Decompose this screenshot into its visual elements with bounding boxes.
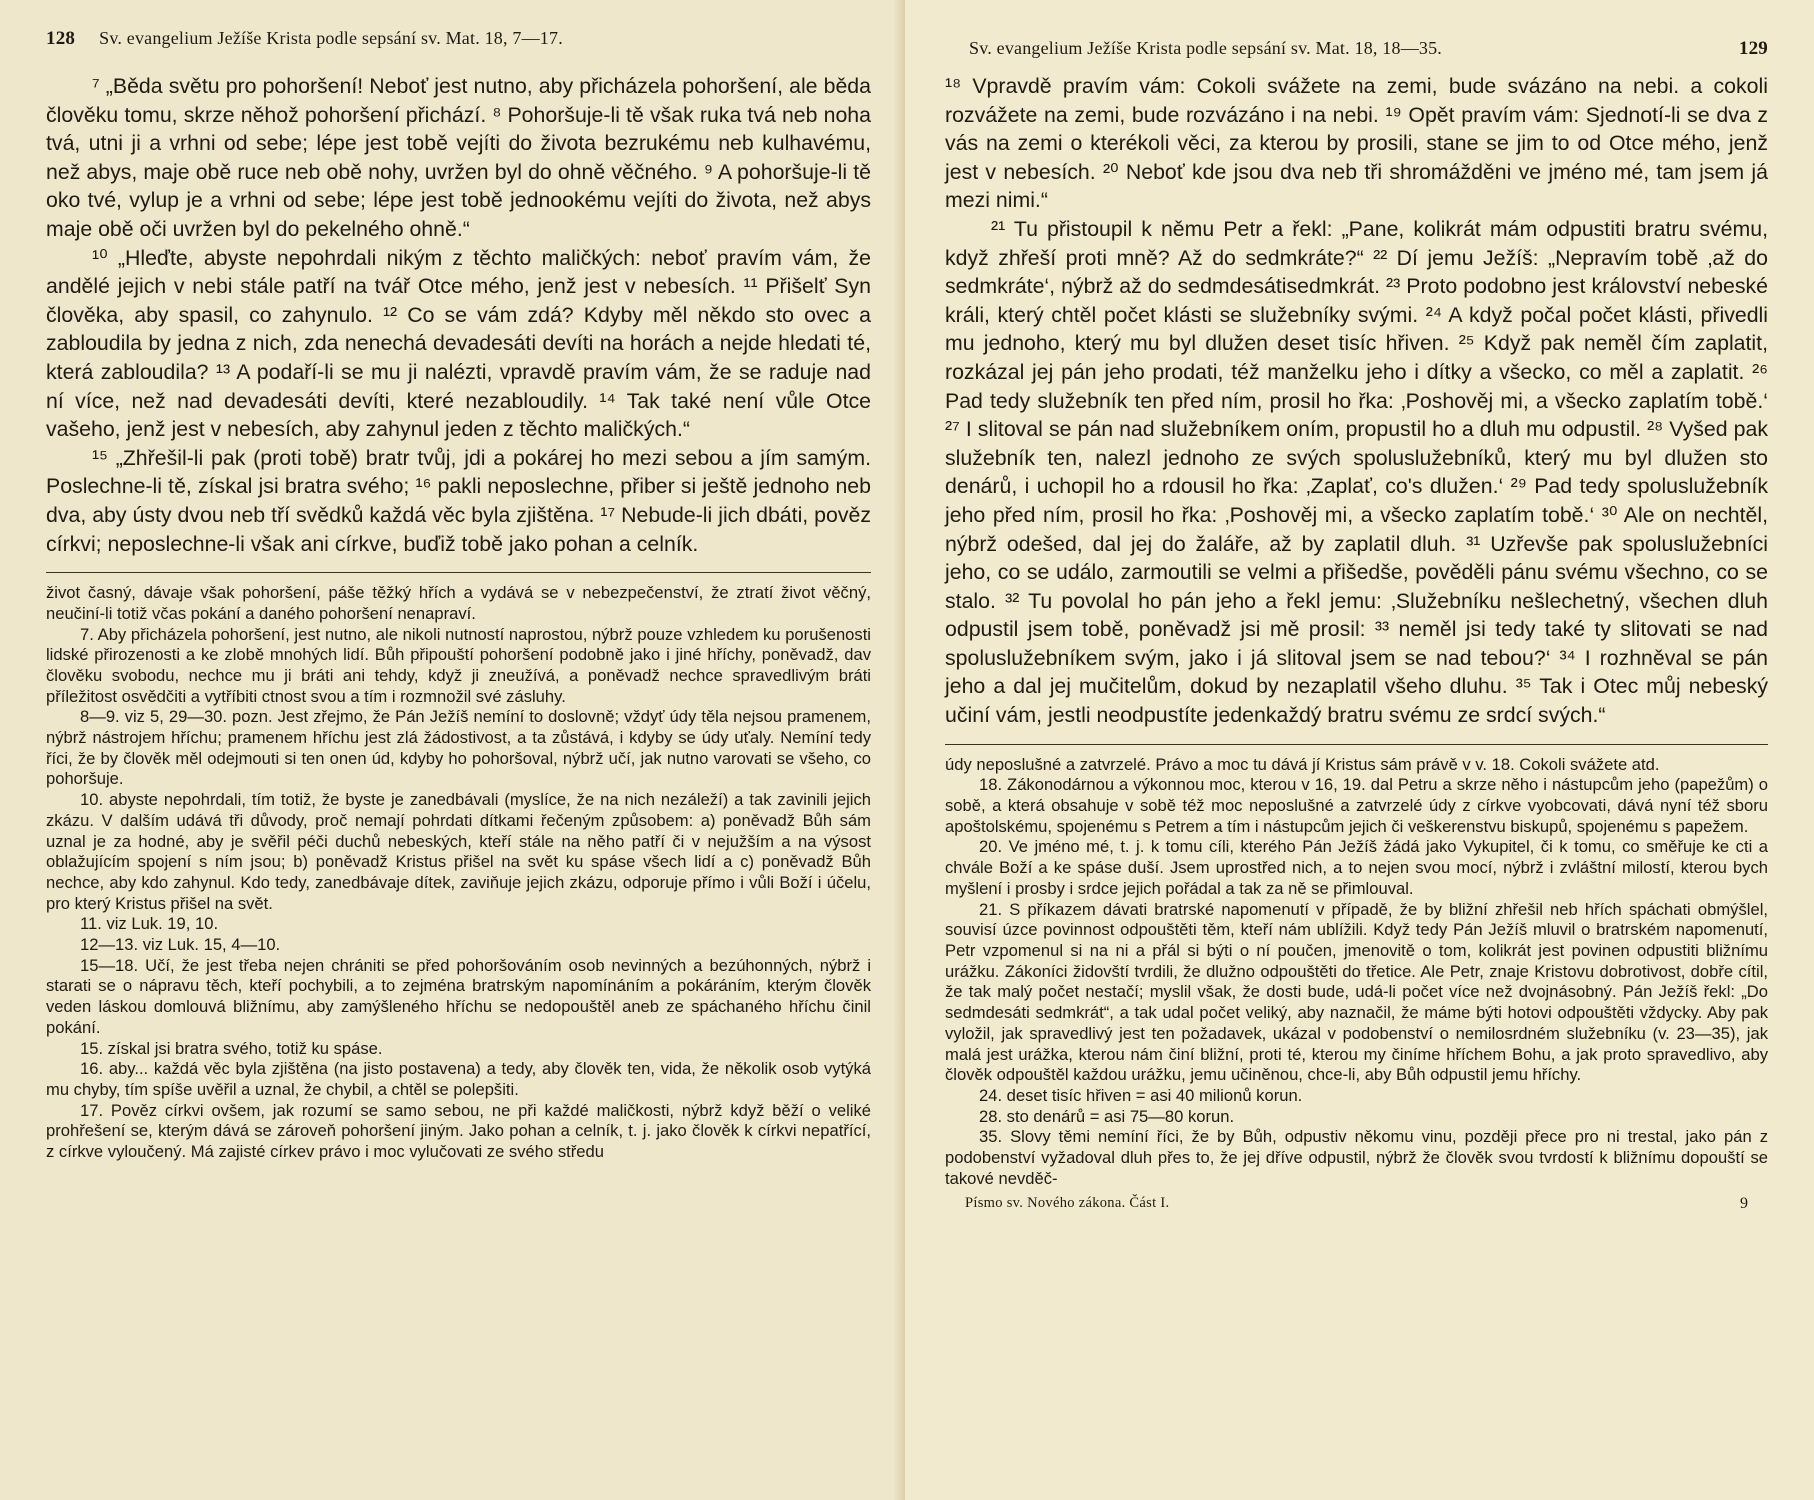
right-note: 20. Ve jméno mé, t. j. k tomu cíli, kterého Pán Ježíš žádá jako Vykupitel, či k tomu, co směřuje ke cti a chvále Boží a ke spáse duší. Jsem uprostřed nich, a to nejen svou mocí, nýbrž i zvláštní milostí, kterou bych myšlení i prosby i srdce jejich pořádal a tak za ně se přimlouval.	[945, 837, 1768, 898]
right-note: 28. sto denárů = asi 75—80 korun.	[979, 1106, 1235, 1126]
left-running-header	[46, 28, 871, 50]
left-commentary-notes	[46, 583, 871, 1163]
right-page	[905, 0, 1814, 1500]
right-verse-paragraph: ²¹ Tu přistoupil k němu Petr a řekl: „Pane, kolikrát mám odpustiti bratru svému, když zhřeší proti mně? Až do sedmkráte?“ ²² Dí jemu Ježíš: „Nepravím tobě ‚až do sedmkráte‘, nýbrž až do sedmdesátisedmkrát. ²³ Proto podobno jest království nebeské králi, který chtěl počet klásti se služebníky svými. ²⁴ A když počal počet klásti, přivedli mu jednoho, který mu byl dlužen deset tisíc hřiven. ²⁵ Když pak neměl čím zaplatit, rozkázal jej pán jeho prodati, též manželku jeho i dítky a všecko, co měl a zaplatit. ²⁶ Pad tedy služebník ten před ním, prosil ho řka: ‚Poshověj mi, a všecko zaplatím tobě.‘ ²⁷ I slitoval se pán nad služebníkem oním, propustil ho a dluh mu odpustil. ²⁸ Vyšed pak služebník ten, nalezl jednoho ze svých spoluslužebníků, který mu byl dlužen sto denárů, i uchopil ho a rdousil ho řka: ‚Zaplať, co's dlužen.‘ ²⁹ Pad tedy spoluslužebník jeho před ním, prosil ho řka: ‚Poshověj mi, a všecko zaplatím tobě.‘ ³⁰ Ale on nechtěl, nýbrž odešed, dal jej do žaláře, až by zaplatil dluh. ³¹ Uzřevše pak spoluslužebníci jeho, co se událo, zarmoutili se velmi a přišedše, pověděli pánu svému všechno, co se stalo. ³² Tu povolal ho pán jeho a řekl jemu: ‚Služebníku nešlechetný, všechen dluh odpustil jsem tobě, poněvadž jsi mě prosil: ³³ neměl jsi tedy také ty slitovati se nad spoluslužebníkem svým, jako i já slitoval jsem se nad tebou?‘ ³⁴ I rozhněval se pán jeho a dal jej mučitelům, dokud by nezaplatil všeho dluhu. ³⁵ Tak i Otec můj nebeský učiní vám, jestli neodpustíte jedenkaždý bratru svému ze srdcí svých.“	[945, 216, 1768, 728]
left-notes-divider	[46, 572, 871, 573]
right-page-number: 129	[1738, 38, 1768, 59]
footer-sheet-number: 9	[1740, 1195, 1748, 1213]
right-note: 24. deset tisíc hřiven = asi 40 milionů korun.	[979, 1085, 1303, 1105]
right-note: 18. Zákonodárnou a výkonnou moc, kterou v 16, 19. dal Petru a skrze něho i nástupcům jeho (papežům) o sobě, a která obsahuje v sobě též moc neposlušné a zatvrzelé údy z církve vyobcovati, dává nyní též sboru apoštolskému, spojenému s Petrem a tím i nástupcům jejich či veškerenstvu biskupů, spojenému s papežem.	[945, 775, 1768, 836]
left-page-number: 128	[46, 28, 76, 49]
left-page	[0, 0, 905, 1500]
right-note: 35. Slovy těmi nemíní říci, že by Bůh, odpustiv někomu vinu, později přece pro ni trestal, jako pán z podobenství vyžadoval dluh přes to, že jej dříve odpustil, nýbrž že člověk svou tvrdostí k bližnímu dopouští se takové nevděč-	[945, 1127, 1768, 1188]
right-note: údy neposlušné a zatvrzelé. Právo a moc tu dává jí Kristus sám právě v v. 18. Cokoli svážete atd.	[945, 754, 1660, 774]
left-note: 16. aby... každá věc byla zjištěna (na jisto postavena) a tedy, aby člověk ten, vida, že několik osob vytýká mu chyby, tím spíše uvěřil a uznal, že chybil, a chtěl se polepšiti.	[46, 1059, 871, 1099]
left-note: 11. viz Luk. 19, 10.	[80, 914, 219, 934]
right-commentary-notes	[945, 755, 1768, 1190]
right-running-header	[945, 38, 1768, 60]
left-note: 8—9. viz 5, 29—30. pozn. Jest zřejmo, že Pán Ježíš nemíní to doslovně; vždyť údy těla nejsou pramenem, nýbrž nástrojem hříchu; pramenem hříchu jest zlá žádostivost, a ta zůstává, i kdyby se údy uťaly. Nemíní tedy říci, že by člověk měl odejmouti si ten onen úd, kdyby ho pohoršoval, nýbrž učí, jak nutno varovati se všeho, co pohoršuje.	[46, 707, 871, 789]
left-verse-paragraph: ¹⁵ „Zhřešil-li pak (proti tobě) bratr tvůj, jdi a pokárej ho mezi sebou a jím samým. Poslechne-li tě, získal jsi bratra svého; ¹⁶ pakli neposlechne, přiber si ještě jednoho neb dva, aby ústy dvou neb tří svědků každá věc byla zjištěna. ¹⁷ Nebude-li jich dbáti, pověz církvi; neposlechne-li však ani církve, buďiž tobě jako pohan a celník.	[46, 445, 871, 556]
right-notes-divider	[945, 744, 1768, 745]
right-verse-paragraph: ¹⁸ Vpravdě pravím vám: Cokoli svážete na zemi, bude svázáno na nebi. a cokoli rozvážete na zemi, bude rozvázáno i na nebi. ¹⁹ Opět pravím vám: Sjednotí-li se dva z vás na zemi o kterékoli věci, za kterou by prosili, stane se jim to od Otce mého, jenž jest v nebesích. ²⁰ Neboť kde jsou dva neb tři shromážděni ve jméno mé, tam jsem já mezi nimi.“	[945, 74, 1768, 213]
left-running-head: Sv. evangelium Ježíše Krista podle sepsání sv. Mat. 18, 7—17.	[99, 28, 563, 48]
left-note: 7. Aby přicházela pohoršení, jest nutno, ale nikoli nutností naprostou, nýbrž pouze vzhledem ku porušenosti lidské přirozenosti a ke zlobě mnohých lidí. Bůh připouští pohoršení podobně jako i jiné hříchy, poněvadž, dav člověku svobodu, nechce mu ji bráti ani tehdy, když ji zneužívá, a poněvadž nechce spravedlivým bráti příležitost osvědčiti a vytříbiti ctnost svou a tím i rozmnožil své zásluhy.	[46, 624, 871, 706]
left-main-text	[46, 72, 871, 558]
left-note: 15—18. Učí, že jest třeba nejen chrániti se před pohoršováním osob nevinných a bezúhonných, nýbrž i starati se o nápravu těch, kteří pochybili, a to zejména bratrským napomínáním a pokáráním, kterým člověk veden láskou domlouvá bližnímu, aby zamýšleného hříchu se nedopouštěl aneb ze spáchaného hříchu činil pokání.	[46, 955, 871, 1037]
left-note: 10. abyste nepohrdali, tím totiž, že byste je zanedbávali (myslíce, že na nich nezáleží) a tak zavinili jejich zkázu. V dalším udává tři důvody, proč nemají pohrdati dítkami řečeným způsobem: a) poněvadž Bůh sám uznal je za hodné, aby je svěřil péči duchů nebeských, kteří stále na něho patří či v nejužším a na výsost oblažujícím spojení s ním jsou; b) poněvadž Kristus přišel na svět ku spáse všech lidí a c) poněvadž Bůh nechce, aby kdo zahynul. Kdo tedy, zanedbávaje dítek, zaviňuje jejich zkázu, odporuje přímo i vůli Boží i účelu, pro který Kristus přišel na svět.	[46, 790, 871, 913]
right-page-footer	[945, 1195, 1768, 1213]
left-note: život časný, dávaje však pohoršení, páše těžký hřích a vydává se v nebezpečenství, že ztratí život věčný, neučiní-li totiž včas pokání a daného pohoršení nenapraví.	[46, 583, 871, 623]
left-note: 12—13. viz Luk. 15, 4—10.	[80, 935, 281, 955]
right-note: 21. S příkazem dávati bratrské napomenutí v případě, že by bližní zhřešil neb hřích spáchati obmýšlel, souvisí úzce povinnost odpouštěti těm, kteří nám ublížili. Když tedy Pán Ježíš mluvil o bratrském napomenutí, Petr vzpomenul si na ni a přál si býti o ní poučen, jmenovitě o tom, kolikrát jest povinen odpustiti bližnímu urážku. Zákoníci židovští tvrdili, že dlužno odpouštěti do třetice. Ale Petr, znaje Kristovu dobrotivost, dobře cítil, že tak malý počet nestačí; myslil však, že dosti bude, udá-li počet více než dvojnásobný. Pán Ježíš řekl: „Do sedmdesáti sedmkrát“, a tak udal počet veliký, aby naznačil, že máme býti hotovi odpouštěti vždycky. Aby pak vyložil, jak spravedlivý jest ten požadavek, ukázal v podobenství o nemilosrdném služebníku (v. 23—35), jak malá jest urážka, kterou nám činí bližní, proti té, kterou my činíme hříchem Bohu, a jak proto spravedlivo, aby člověk odpouštěl každou urážku, jemu učiněnou, chce-li, aby Bůh odpustil jemu hříchy.	[945, 899, 1768, 1085]
right-running-head: Sv. evangelium Ježíše Krista podle sepsání sv. Mat. 18, 18—35.	[969, 38, 1442, 58]
left-verse-paragraph: ¹⁰ „Hleďte, abyste nepohrdali nikým z těchto maličkých: neboť pravím vám, že andělé jejich v nebi stále patří na tvář Otce mého, jenž jest v nebesích. ¹¹ Přišelť Syn člověka, aby spasil, co zahynulo. ¹² Co se vám zdá? Kdyby měl někdo sto ovec a zabloudila by jedna z nich, zda nenechá devadesáti devíti na horách a nejde hledati té, která zabloudila? ¹³ A podaří-li se mu ji nalézti, vpravdě pravím vám, že se raduje nad ní více, než nad devadesáti devíti, které nezabloudily. ¹⁴ Tak také není vůle Otce vašeho, jenž jest v nebesích, aby zahynul jeden z těchto maličkých.“	[46, 245, 871, 442]
right-main-text	[945, 72, 1768, 730]
left-note: 15. získal jsi bratra svého, totiž ku spáse.	[80, 1038, 383, 1058]
footer-signature: Písmo sv. Nového zákona. Část I.	[965, 1195, 1170, 1212]
left-verse-paragraph: ⁷ „Běda světu pro pohoršení! Neboť jest nutno, aby přicházela pohoršení, ale běda člověku tomu, skrze něhož pohoršení přichází. ⁸ Pohoršuje-li tě však ruka tvá neb noha tvá, utni ji a vrhni od sebe; lépe jest tobě vejíti do života bezrukému neb kulhavému, než abys, maje obě ruce neb obě nohy, uvržen byl do ohně věčného. ⁹ A pohoršuje-li tě oko tvé, vylup je a vrhni od sebe; lépe jest tobě jednookému vejíti do života, než abys maje obě oči uvržen byl do pekelného ohně.“	[46, 74, 871, 241]
left-note: 17. Pověz církvi ovšem, jak rozumí se samo sebou, ne při každé maličkosti, nýbrž když běží o veliké prohřešení se, kterým dává se zároveň pohoršení jiným. Jako pohan a celník, t. j. jako člověk k církvi nepatřící, z církve vyloučený. Má zajisté církev právo i moc vylučovati ze svého středu	[46, 1100, 871, 1162]
